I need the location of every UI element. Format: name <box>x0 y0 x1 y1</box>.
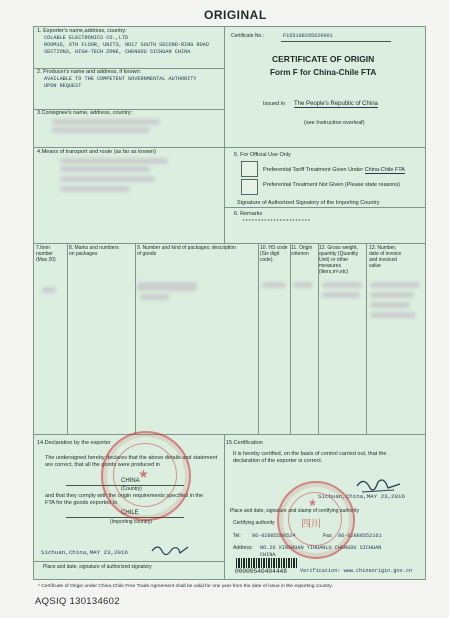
declaration-text-2: and that they comply with the origin requirements specified in the FTA for the goods exported to <box>45 493 204 506</box>
redacted-weight <box>322 282 362 288</box>
country-underline <box>66 517 184 518</box>
redacted-invoice <box>370 282 420 288</box>
redacted-invoice <box>370 302 410 308</box>
remarks-label: 6. Remarks <box>234 211 263 217</box>
exporter-line-2: ROOM16, 6TH FLOOR, UNIT3, NO17 SOUTH SECOND-RING ROAD <box>44 42 209 48</box>
divider <box>290 243 291 434</box>
col-hs-code: 10. HS code (Six digit code) <box>260 245 288 263</box>
exporter-signature <box>150 541 190 557</box>
address-value: NO.26 XINSHUAN YIHUANLU CHENGDU SICHUAN <box>260 545 382 551</box>
col-origin-criterion: 11. Origin criterion <box>291 245 313 257</box>
authority-place-caption: Place and date, signature and stamp of certifying authority <box>230 508 359 514</box>
importing-country: CHILE <box>121 510 139 516</box>
redacted-origin <box>293 282 313 288</box>
divider <box>34 147 425 148</box>
producer-label: 2. Producer's name and address, if known: <box>37 69 142 75</box>
producing-country: CHINA <box>121 478 140 484</box>
divider <box>258 243 259 434</box>
website: Verification: www.chinaorigin.gov.cn <box>300 568 413 574</box>
treatment-given-checkbox[interactable] <box>241 161 258 177</box>
redacted-description <box>140 294 170 300</box>
exporter-signature-caption: Place and date, signature of authorized signatory <box>43 564 152 570</box>
exporter-label: 1. Exporter's name,address, country: <box>37 28 127 34</box>
redacted-transport <box>60 176 155 182</box>
importing-signature-label: Signature of Authorized Signatory of the Importing Country <box>237 200 380 206</box>
divider <box>224 27 225 147</box>
remarks-value: ********************** <box>242 219 311 225</box>
col-item-number: 7.Item number (Max 20) <box>36 245 56 263</box>
aqsiq-code: AQSIQ 130134602 <box>35 596 120 607</box>
treatment-given-label: Preferential Tariff Treatment Given Under China-Chile FTA <box>263 167 405 173</box>
tel-label: Tel: <box>233 533 241 539</box>
transport-label: 4.Means of transport and route (as far as known) <box>37 149 156 155</box>
authority-stamp-star: ★ <box>308 498 317 509</box>
redacted-description <box>137 282 197 291</box>
redacted-hs-code <box>262 282 286 288</box>
redacted-invoice <box>370 292 414 298</box>
certificate-no-label: Certificate No.: <box>231 33 265 39</box>
address-label: Address: <box>233 545 253 551</box>
redacted-consignee <box>52 127 150 133</box>
treatment-not-given-checkbox[interactable] <box>241 179 258 195</box>
producer-line-2: UPON REQUEST <box>44 83 82 89</box>
producer-line-1: AVAILABLE TO THE COMPETENT GOVERNMENTAL AUTHORITY <box>44 76 197 82</box>
validity-note: * Certificate of Origin under China-Chile Free Trade Agreement shall be valid for one year from the date of issue in the exporting country. <box>38 584 333 589</box>
certificate-no-underline <box>281 41 391 42</box>
divider <box>366 243 367 434</box>
declaration-label: 14.Declaration by the exporter <box>37 440 111 446</box>
official-use-label: 5. For Official Use Only <box>234 152 291 158</box>
issued-country: The People's Republic of China <box>294 101 378 107</box>
redacted-transport <box>60 158 168 164</box>
certification-text: It is hereby certified, on the basis of control carried out, that the declaration of the exporter is correct. <box>233 451 387 464</box>
issued-label: Issued in <box>263 101 286 107</box>
redacted-consignee <box>52 119 160 125</box>
authority-place-date: Sichuan,China,MAY 23,2016 <box>318 493 405 500</box>
fax-label: Fax: <box>323 533 333 539</box>
exporter-line-1: COLABLE ELECTRONICS CO.,LTD <box>44 35 129 41</box>
consignee-label: 3.Consignee's name, address, country: <box>37 110 133 116</box>
certificate-title: CERTIFICATE OF ORIGIN <box>272 54 375 64</box>
divider <box>224 147 225 243</box>
redacted-transport <box>60 186 130 192</box>
certificate-subtitle: Form F for China-Chile FTA <box>270 68 377 77</box>
address-value-2: CHINA <box>260 552 276 558</box>
divider <box>67 243 68 434</box>
declaration-text: The undersigned hereby declares that the above details and statement are correct, that all the goods were produced in <box>45 455 218 468</box>
exporter-stamp-star: ★ <box>138 467 149 481</box>
col-marks: 8. Marks and numbers on packages <box>69 245 119 257</box>
authority-caption: Certifying authority <box>233 520 275 526</box>
instruction-note: (see Instruction overleaf) <box>304 120 365 126</box>
authority-stamp-text: 四川 <box>301 519 321 530</box>
fax-value: 86-02888552161 <box>338 533 382 539</box>
serial-number: 00000540404448 <box>235 568 287 575</box>
divider <box>34 434 425 435</box>
redacted-weight <box>322 292 360 298</box>
redacted-invoice <box>370 312 416 318</box>
country-caption: (Country) <box>121 486 142 492</box>
col-invoice: 13. Number, date of invoice and invoiced value <box>369 245 402 269</box>
divider <box>224 434 225 579</box>
divider <box>34 561 224 562</box>
redacted-transport <box>60 166 150 172</box>
redacted-item <box>42 287 56 293</box>
col-gross-weight: 12. Gross weight, quantity (Quantity Unit) or other measures (liters,m³,etc) <box>319 245 359 275</box>
certificate-no-value: F165109205020001 <box>283 33 333 39</box>
importing-caption: (Importing country) <box>110 519 152 525</box>
page-title: ORIGINAL <box>204 8 267 22</box>
tel-value: 86-02885580524 <box>252 533 296 539</box>
col-description: 9. Number and kind of packages; description of goods <box>137 245 236 257</box>
exporter-place-date: Sichuan,China,MAY 23,2016 <box>41 549 128 556</box>
serial-barcode <box>236 558 298 568</box>
authority-signature <box>354 474 404 496</box>
treatment-not-given-label: Preferential Treatment Not Given (Please state reasons) <box>263 182 400 188</box>
divider <box>135 243 136 434</box>
certification-label: 15.Certification <box>226 440 263 446</box>
divider <box>224 207 425 208</box>
exporter-line-3: SECTION3, HIGH-TECH ZONE, CHENGDU SICHUAN CHINA <box>44 49 191 55</box>
